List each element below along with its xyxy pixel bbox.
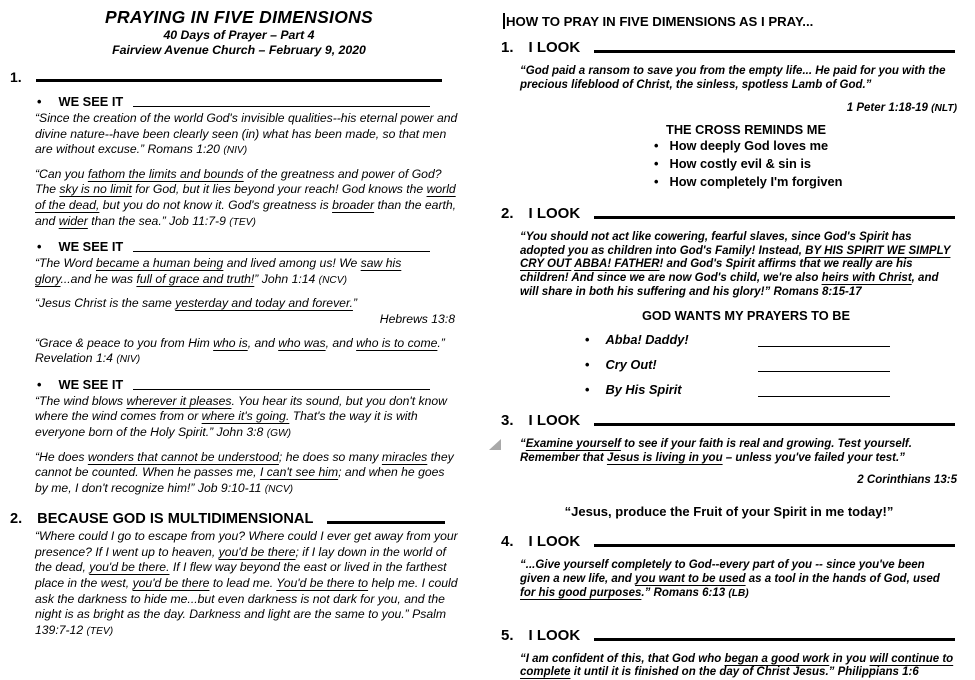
text-run: ” [352,296,357,311]
underlined-phrase: wider [58,213,88,228]
subsection-label: WE SEE IT [58,94,124,109]
scripture-paragraph [35,256,460,288]
text-run: , and [325,335,357,350]
text-run: “He does [35,449,88,464]
text-run: ; he does so many [278,449,382,464]
underlined-phrase: wonders that cannot be understood [87,449,279,464]
underlined-phrase: wherever it pleases [126,393,232,408]
section-number: 2. [10,511,23,528]
section-heading [499,533,959,550]
underlined-phrase: who is [213,335,248,350]
text-run: of the greatness and power of God? The [35,166,442,197]
section-heading [8,511,470,527]
underlined-phrase: world of the dead, [35,182,456,212]
text-run: John 1:14 [261,271,319,286]
text-run: Romans 1:20 [147,142,224,157]
text-run: Hebrews 13:8 [379,311,455,326]
text-run: ...and he was [60,271,137,286]
section-heading [499,412,959,429]
underlined-phrase: became a human being [95,256,224,271]
text-run: , and will share in both his suffering and his glory!” [520,272,939,298]
scripture-paragraph [520,438,957,466]
text-run: .” [641,586,654,599]
text-run: “Since the creation of the world God's invisible qualities--his eternal power and divine nature--have been clearly seen (in) what has been made, so that men are without excuse.” [35,111,458,157]
underlined-phrase: You'd be there to [276,576,369,591]
text-run: .” [437,335,445,350]
right-column [499,0,959,680]
text-run: in you [829,652,870,665]
underlined-phrase: began a good work [724,652,830,665]
scripture-paragraph [35,167,460,230]
text-run: Psalm 139:7-12 [35,607,446,637]
text-run: ; if I lay down in the world of the dead, [35,544,446,575]
section-number: 3. [501,411,514,429]
text-run: “Can you [35,166,88,181]
text-run: “Grace & peace to you from Him [35,335,214,350]
reminder-bullet-item [654,155,959,173]
scripture-paragraph [35,111,460,159]
document-title: PRAYING IN FIVE DIMENSIONS [104,7,374,27]
text-run: “God paid a ransom to save you from the empty life... He paid for you with the precious lifeblood of Christ, the sinless, spotless Lamb of God.” [520,65,946,91]
fill-in-blank-line [327,521,445,524]
centered-quote: “Jesus, produce the Fruit of your Spirit in me today!” [564,504,894,520]
section-label: I LOOK [528,204,581,222]
spacer [499,601,959,613]
underlined-phrase: sky is no limit [59,182,132,197]
text-run: “The wind blows [35,393,127,408]
section-heading [8,69,470,85]
fill-in-blank-line [594,423,955,426]
text-run: ! and God's Spirit affirms that we really are his children! And since we are now God's child, we're also [520,258,913,285]
text-run: ” [254,271,262,286]
text-run: (TEV) [229,216,256,228]
prayer-bullet-item [585,382,959,398]
section-number: 4. [501,533,514,551]
underlined-phrase: Jesus is living in you [606,451,723,464]
bullet-icon: • [654,138,659,154]
scripture-paragraph [520,559,957,600]
text-run: That's the way it is with everyone born of the Holy Spirit.” [35,409,418,439]
reminder-bullet-item [654,137,959,155]
text-run: . You hear its sound, but you don't know where the wind comes from or [35,393,447,424]
text-run: to see if your faith is real and growing. Test yourself. Remember that [520,437,912,464]
fill-in-blank-line [758,346,890,347]
prayer-label: By His Spirit [605,381,682,397]
column-heading-label: HOW TO PRAY IN FIVE DIMENSIONS AS I PRAY... [506,13,814,29]
prayer-bullet-item [585,332,959,348]
bullet-icon: • [585,381,590,397]
fill-in-blank-line [594,638,955,641]
document-subtitle: 40 Days of Prayer – Part 4 [163,28,315,42]
document-subtitle: Fairview Avenue Church – February 9, 2020 [112,42,366,57]
scripture-paragraph [35,529,460,639]
subsection-label: WE SEE IT [58,239,124,255]
underlined-phrase: I can't see him [259,465,339,480]
text-run: ; and when he goes by me, I don't recognize him!” [35,465,445,495]
text-run: for God, but it lies beyond your reach! God knows the [131,182,427,197]
underlined-phrase: where it's going. [201,409,290,424]
centered-heading: THE CROSS REMINDS ME [666,122,826,138]
section-number: 2. [501,204,514,222]
underlined-phrase: BY HIS SPIRIT WE SIMPLY CRY OUT [520,244,951,271]
subsection-label: WE SEE IT [58,376,124,392]
underlined-phrase: broader [332,197,375,212]
fill-in-blank-line [594,544,955,547]
bullet-icon: • [654,156,659,172]
text-run: “Where could I go to escape from you? Where could I ever get away from your presence? If I went up to heaven, [35,529,458,559]
centered-heading: GOD WANTS MY PRAYERS TO BE [641,307,851,323]
text-run: “...Give yourself completely to God--every part of you -- since you've been given a new life, and [520,559,925,585]
text-run: it until it is finished on the day of Christ Jesus.” [570,666,838,679]
fill-in-blank-line [758,371,890,372]
fill-in-blank-line [133,389,430,390]
bullet-icon: • [585,331,590,347]
fill-in-blank-line [133,251,430,252]
scripture-paragraph [520,653,957,680]
text-run: Revelation 1:4 [35,351,117,366]
text-run: Job 11:7-9 [169,213,230,228]
bullet-icon: • [37,239,42,255]
text-run: (TEV) [86,625,114,637]
scripture-paragraph [35,336,460,368]
text-cursor [503,13,505,29]
text-run: they cannot be counted. When he passes me, [35,449,454,480]
text-run: , and [247,335,279,350]
text-run: – unless you've failed your test.” [722,451,905,464]
column-heading [503,13,959,29]
underlined-phrase: for his good purposes [520,586,642,599]
text-run: (GW) [266,427,292,439]
underlined-phrase: ABBA! FATHER [574,258,660,271]
fill-in-blank-line [133,106,430,107]
bullet-icon: • [37,94,42,109]
scripture-reference [520,474,957,488]
section-label: BECAUSE GOD IS MULTIDIMENSIONAL [37,511,314,528]
text-run: (NCV) [318,274,347,286]
scripture-paragraph [35,296,460,312]
section-number: 5. [501,626,514,644]
text-run: John 3:8 [216,424,267,439]
reminder-label: How deeply God loves me [669,138,829,154]
text-run: Philippians 1:6 [837,666,919,679]
underlined-phrase: fathom the limits and bounds [87,166,244,181]
section-heading [499,205,959,222]
text-run: “You should not act like cowering, fearful slaves, since God's Spirit has adopted you as children into God's Family! Instead, [520,230,912,257]
text-run: Romans 8:15-17 [773,285,862,298]
underlined-phrase: you'd be there [218,544,296,559]
underlined-phrase: saw his glory [35,256,402,286]
fill-in-blank-line [758,396,890,397]
text-run: “ [520,437,526,450]
text-run: (NIV) [223,145,248,157]
text-run: and lived among us! We [223,256,361,271]
underlined-phrase: you'd be there [132,576,210,591]
text-run: If I flew way beyond the east or lived in the farthest place in the west, [35,560,447,591]
scripture-paragraph [35,394,460,442]
text-run: to lead me. [209,576,277,591]
underlined-phrase: miracles [381,449,428,464]
prayer-label: Cry Out! [605,356,657,372]
left-column [8,0,470,639]
section-number: 1. [501,39,514,56]
underlined-phrase: Examine yourself [525,437,621,450]
section-label: I LOOK [528,39,581,56]
text-run: Job 9:10-11 [197,480,265,495]
scripture-paragraph [520,231,957,300]
scripture-reference [35,312,455,328]
prayer-bullet-item [585,357,959,373]
fill-in-blank-line [36,79,442,82]
underlined-phrase: who was [278,335,326,350]
underlined-phrase: who is to come [356,335,438,350]
bullet-icon: • [37,376,42,392]
reminder-label: How costly evil & sin is [669,156,812,172]
underlined-phrase: you'd be there. [89,560,170,575]
text-run: (LB) [728,587,749,599]
section-heading [499,39,959,56]
underlined-phrase: heirs with Christ [821,272,912,285]
underlined-phrase: you want to be used [635,572,746,585]
scripture-paragraph [520,65,957,93]
section-number: 1. [10,69,22,85]
subsection-heading [37,239,470,254]
text-run: “I am confident of this, that God who [520,652,725,665]
text-run: but you do not know it. God's greatness is [99,197,333,212]
text-run: 2 Corinthians 13:5 [857,474,957,487]
text-run: (NIV) [116,354,141,366]
section-label: I LOOK [528,411,581,429]
margin-triangle-icon [489,439,501,450]
bullet-icon: • [654,173,659,189]
fill-in-blank-line [594,50,955,53]
text-run: 1 Peter 1:18-19 [846,101,932,114]
text-run: “The Word [35,256,96,271]
text-run: as a tool in the hands of God, used [745,572,940,585]
text-run: than the sea.” [87,213,170,228]
subsection-heading [37,377,470,392]
text-run: Romans 6:13 [653,586,729,599]
underlined-phrase: full of grace and truth! [136,271,255,286]
section-label: I LOOK [528,626,581,644]
underlined-phrase: will continue to complete [520,652,954,679]
bullet-icon: • [585,356,590,372]
text-run: (NLT) [931,102,957,114]
text-run: “Jesus Christ is the same [35,296,176,311]
section-heading [499,627,959,644]
fill-in-blank-line [594,216,955,219]
reminder-label: How completely I'm forgiven [669,173,843,189]
underlined-phrase: yesterday and today and forever. [175,296,353,311]
scripture-paragraph [35,450,460,498]
text-run: (NCV) [264,483,294,495]
subsection-heading [37,94,470,109]
scripture-reference [520,102,957,116]
reminder-bullet-item [654,173,959,191]
text-run: help me. I could ask the darkness to hide me...but even darkness is not dark for you, and the night is as bright as the day. Darkness and light are the same to you.” [35,576,458,622]
prayer-label: Abba! Daddy! [605,331,689,347]
section-label: I LOOK [528,533,581,551]
text-run: than the earth, and [35,197,457,228]
